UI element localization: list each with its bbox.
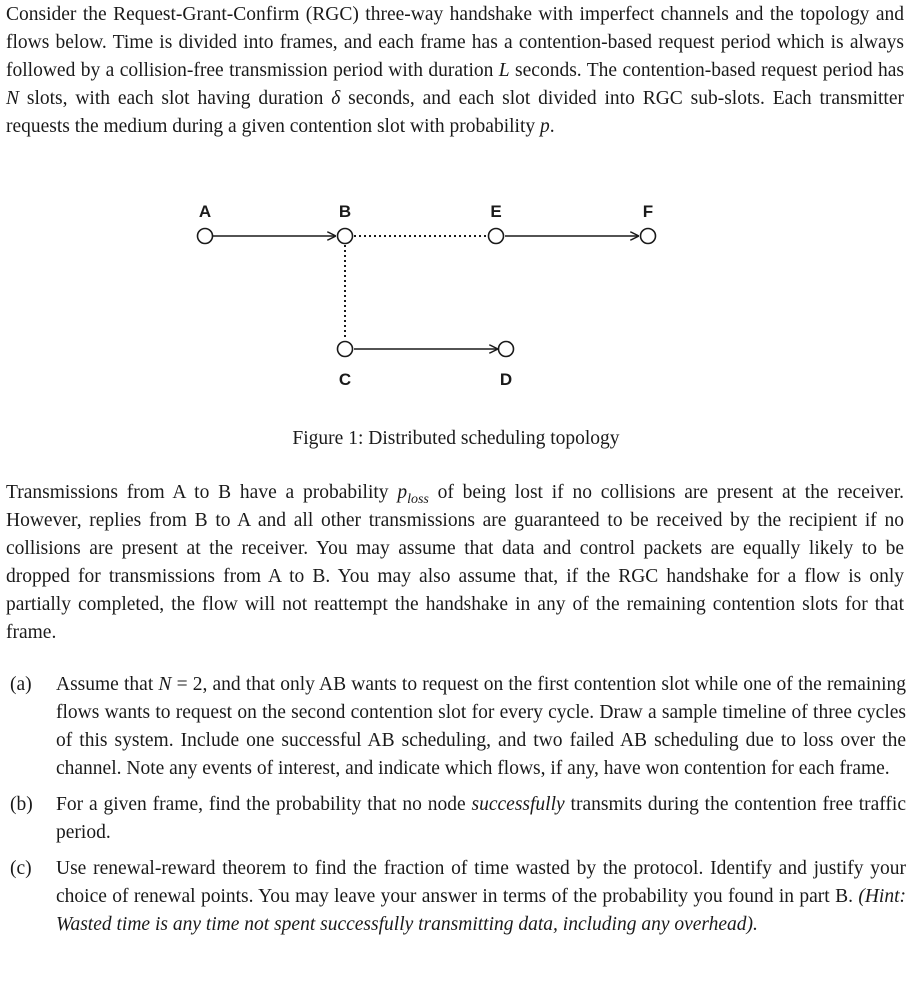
question-a-label: (a): [10, 674, 32, 695]
var-p: p: [540, 116, 550, 137]
question-b-emphasis: successfully: [471, 794, 565, 815]
label-D: D: [499, 370, 513, 389]
loss-text-2: of being lost if no collisions are present at the receiver. However, replies from B to A and all other transmissions are guaranteed to be received by the recipient if no collisions are present at the receiver. You may assume that data and control packets are equally likely to be dropped for transmissions from A to B. You may also assume that, if the RGC handshake for a flow is only partially completed, the flow will not reattempt the handshake in any of the remaining contention slots for that frame.: [6, 482, 904, 643]
question-c-label: (c): [10, 858, 32, 879]
node-F: [641, 229, 656, 244]
node-E: [489, 229, 504, 244]
label-E: E: [490, 202, 502, 221]
question-c-text: [56, 855, 906, 939]
question-b-text-1: For a given frame, find the probability that no node: [56, 794, 472, 815]
question-b: [10, 791, 906, 847]
question-b-label: (b): [10, 794, 33, 815]
label-A: A: [198, 202, 212, 221]
node-D: [499, 342, 514, 357]
label-C: C: [338, 370, 352, 389]
var-L: L: [498, 60, 510, 81]
var-N: N: [6, 88, 20, 109]
question-list: [10, 671, 906, 947]
intro-text-1: Consider the Request-Grant-Confirm (RGC) three-way handshake with imperfect channels and the topology and flows below. Time is divided into frames, and each frame has a contention-based request period which is always followed by a collision-free transmission period with duration: [6, 4, 904, 81]
node-B: [338, 229, 353, 244]
topology-figure: [0, 188, 912, 398]
question-c-text-1: Use renewal-reward theorem to find the fraction of time wasted by the protocol. Identify and justify your choice of renewal points. You may leave your answer in terms of the probability you found in part B.: [56, 858, 906, 907]
question-c-hint: (Hint: Wasted time is any time not spent successfully transmitting data, including any overhead).: [56, 886, 906, 935]
loss-paragraph: [6, 479, 904, 647]
question-a-var-N: N: [158, 674, 172, 695]
question-c: [10, 855, 906, 939]
var-p-loss: [397, 482, 429, 507]
intro-text-4: seconds, and each slot divided into RGC sub-slots. Each transmitter requests the medium during a given contention slot with probability: [6, 88, 904, 137]
var-delta: δ: [331, 88, 341, 109]
question-a-text-1: Assume that: [56, 674, 159, 695]
node-C: [338, 342, 353, 357]
intro-text-5: .: [549, 116, 555, 137]
node-A: [198, 229, 213, 244]
question-a: [10, 671, 906, 783]
question-b-text-2: transmits during the contention free traffic period.: [56, 794, 906, 843]
intro-text-3: slots, with each slot having duration: [19, 88, 332, 109]
var-loss-subscript: loss: [407, 491, 429, 507]
var-p-symbol: p: [397, 482, 408, 503]
loss-text-1: Transmissions from A to B have a probability: [6, 482, 398, 503]
question-b-text: [56, 791, 906, 847]
label-F: F: [642, 202, 654, 221]
label-B: B: [338, 202, 352, 221]
question-a-text: [56, 671, 906, 783]
question-a-text-2: = 2, and that only AB wants to request on the first contention slot while one of the remaining flows wants to request on the second contention slot for every cycle. Draw a sample timeline of three cycles of this system. Include one successful AB scheduling, and two failed AB scheduling due to loss over the channel. Note any events of interest, and indicate which flows, if any, have won contention for each frame.: [56, 674, 906, 779]
figure-caption: Figure 1: Distributed scheduling topology: [292, 428, 620, 449]
topology-diagram: [0, 188, 912, 398]
intro-text-2: seconds. The contention-based request period has: [509, 60, 905, 81]
intro-paragraph: [6, 1, 904, 141]
